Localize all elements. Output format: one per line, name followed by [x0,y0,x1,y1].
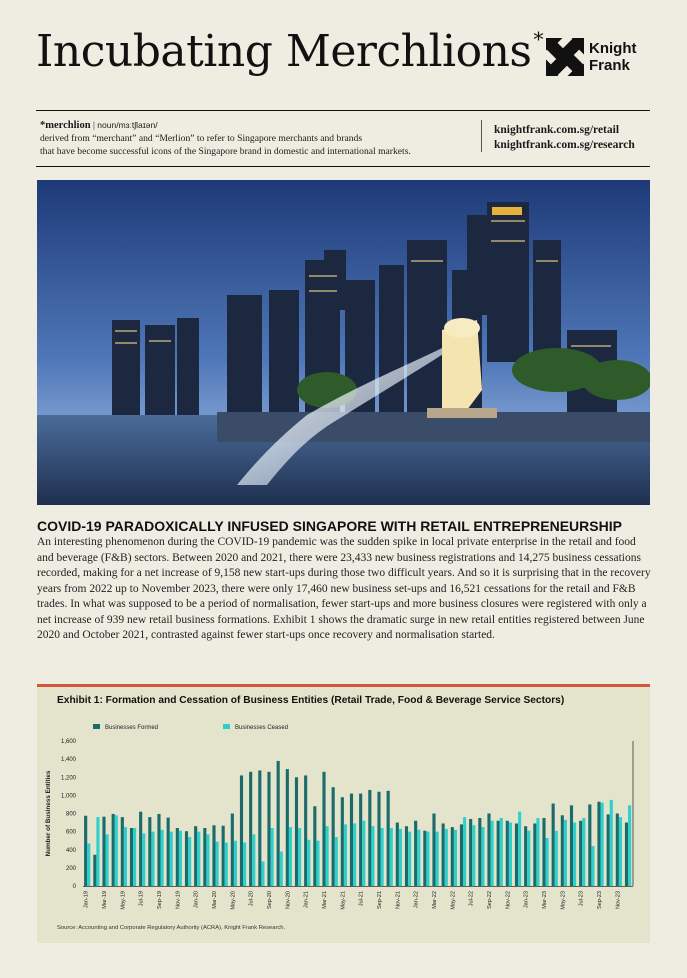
x-tick-label: Mar-22 [431,891,438,909]
y-tick-label: 1,600 [60,739,76,745]
bar-businesses-formed [579,821,582,886]
bar-businesses-formed [277,761,280,886]
bar-businesses-formed [377,792,380,886]
bar-businesses-ceased [362,821,365,886]
divider-vertical [481,120,482,152]
bar-businesses-ceased [133,828,136,886]
bar-businesses-formed [332,787,335,886]
bar-businesses-formed [350,794,353,886]
exhibit-panel [37,684,650,943]
bar-businesses-ceased [243,843,246,887]
bar-businesses-ceased [216,842,219,886]
bar-businesses-ceased [546,838,549,886]
links [494,123,635,153]
bar-businesses-formed [194,826,197,886]
y-tick-label: 1,200 [60,775,76,782]
bar-businesses-formed [258,770,261,886]
bar-businesses-ceased [252,834,255,886]
bar-businesses-ceased [179,831,182,886]
bar-businesses-ceased [536,818,539,886]
y-tick-label: 0 [72,884,76,890]
bar-businesses-ceased [307,840,310,886]
x-tick-label: Jul-21 [358,891,365,907]
bar-businesses-formed [176,828,179,886]
bar-businesses-formed [524,826,527,886]
bar-businesses-ceased [371,826,374,886]
bar-businesses-formed [102,817,105,886]
bar-businesses-formed [84,816,87,886]
x-tick-label: Sep-19 [156,891,163,910]
knight-frank-logo [546,38,636,76]
bar-businesses-ceased [326,826,329,886]
x-tick-label: Jan-19 [83,891,90,909]
bar-businesses-formed [368,790,371,886]
x-tick-label: Jan-21 [303,891,310,909]
bar-businesses-formed [203,828,206,886]
bar-chart [37,717,650,927]
top-divider [36,110,650,111]
bar-businesses-formed [139,812,142,886]
bar-businesses-formed [231,814,234,887]
bar-businesses-formed [497,821,500,886]
bar-businesses-ceased [564,820,567,886]
y-tick-label: 1,000 [60,793,76,800]
x-tick-label: Mar-21 [321,891,328,909]
x-tick-label: Sep-23 [596,891,603,910]
definition-text: that have become successful icons of the Singapore brand in domestic and international markets. [40,146,411,157]
x-tick-label: Sep-22 [486,891,493,910]
bar-businesses-formed [267,772,270,886]
page-title: Incubating Merchlions * [36,26,543,77]
bar-businesses-ceased [573,823,576,886]
knight-frank-logo-icon [546,38,584,76]
bar-businesses-formed [469,819,472,886]
x-tick-label: Nov-19 [175,891,182,910]
bar-businesses-formed [313,806,316,886]
x-tick-label: May-20 [230,891,237,910]
x-tick-label: Nov-20 [285,891,292,910]
bar-businesses-ceased [261,862,264,886]
bar-businesses-formed [625,823,628,886]
bar-businesses-ceased [527,831,530,886]
bar-businesses-ceased [170,832,173,886]
y-tick-label: 200 [65,865,76,872]
bar-businesses-ceased [234,841,237,886]
bar-businesses-formed [597,802,600,886]
x-tick-label: Jan-20 [193,891,200,909]
bar-businesses-ceased [436,832,439,886]
bar-businesses-ceased [417,830,420,886]
y-tick-label: 600 [65,829,76,836]
bar-businesses-formed [616,814,619,887]
link-retail[interactable]: knightfrank.com.sg/retail [494,124,620,136]
x-tick-label: Jan-22 [413,891,420,909]
definition-block: *merchlion | noun/mɜːtʃlaɪən/ derived from “merchant” and “Merlion” to refer to Singapore merchants and brands that have become successful icons of the Singapore brand in domestic and international markets. [40,120,411,157]
x-tick-label: Sep-21 [376,891,383,910]
bar-businesses-ceased [408,832,411,886]
bar-businesses-formed [607,814,610,886]
bar-businesses-formed [561,815,564,886]
x-tick-label: Nov-21 [395,891,402,910]
bar-businesses-ceased [481,827,484,886]
bar-businesses-ceased [601,803,604,886]
bar-businesses-ceased [96,817,99,886]
bar-businesses-formed [304,775,307,886]
bar-businesses-formed [148,817,151,886]
bar-businesses-ceased [500,818,503,886]
bar-businesses-formed [588,804,591,886]
x-tick-label: May-21 [340,891,347,910]
bar-businesses-ceased [610,800,613,886]
bar-businesses-formed [130,828,133,886]
bar-businesses-ceased [353,823,356,886]
bar-businesses-ceased [390,828,393,886]
x-tick-label: Nov-22 [505,891,512,910]
bar-businesses-ceased [124,827,127,886]
x-tick-label: Jul-22 [468,891,475,907]
bar-businesses-ceased [472,825,475,886]
bar-businesses-formed [185,831,188,886]
bar-businesses-ceased [280,852,283,886]
y-tick-label: 1,400 [60,757,76,764]
bar-businesses-formed [423,831,426,886]
bar-businesses-formed [359,794,362,886]
definition-word: *merchlion [40,120,91,131]
bar-businesses-formed [542,818,545,886]
bar-businesses-ceased [188,837,191,886]
bar-businesses-formed [442,823,445,886]
legend-label: Businesses Formed [105,725,159,731]
bar-businesses-ceased [509,823,512,886]
bar-businesses-ceased [106,834,109,886]
bar-businesses-formed [460,824,463,886]
bar-businesses-ceased [591,846,594,886]
x-tick-label: Nov-23 [615,891,622,910]
bar-businesses-formed [222,826,225,886]
bar-businesses-formed [396,823,399,886]
bar-businesses-ceased [463,817,466,886]
bar-businesses-formed [240,775,243,886]
bar-businesses-formed [414,821,417,886]
bar-businesses-ceased [316,841,319,886]
article-heading: COVID-19 PARADOXICALLY INFUSED SINGAPORE WITH RETAIL ENTREPRENEURSHIP [37,518,622,534]
x-tick-label: Jul-19 [138,891,145,907]
bar-businesses-formed [515,823,518,886]
y-axis-label: Number of Business Entities [45,770,52,857]
bar-businesses-formed [112,814,115,886]
bar-businesses-ceased [518,812,521,886]
bar-businesses-formed [506,821,509,886]
bar-businesses-formed [322,772,325,886]
bar-businesses-ceased [399,829,402,886]
bar-businesses-ceased [271,828,274,886]
bar-businesses-formed [121,817,124,886]
bar-businesses-formed [478,818,481,886]
x-tick-label: May-23 [560,891,567,910]
bar-businesses-formed [249,772,252,886]
bar-businesses-ceased [298,828,301,886]
bar-businesses-ceased [87,843,90,886]
bar-businesses-formed [552,804,555,886]
definition-text: derived from “merchant” and “Merlion” to refer to Singapore merchants and brands [40,133,363,144]
x-tick-label: Jul-20 [248,891,255,907]
bar-businesses-ceased [225,843,228,887]
y-tick-label: 800 [65,811,76,818]
bar-businesses-formed [212,825,215,886]
exhibit-source: Source: Accounting and Corporate Regulatory Authority (ACRA), Knight Frank Research. [57,925,286,931]
bar-businesses-formed [487,814,490,887]
bar-businesses-formed [167,818,170,886]
bar-businesses-ceased [115,815,118,886]
bar-businesses-formed [570,805,573,886]
x-tick-label: Mar-23 [541,891,548,909]
legend-swatch [93,724,100,729]
bar-businesses-formed [387,791,390,886]
bar-businesses-ceased [142,833,145,886]
bar-businesses-formed [295,777,298,886]
bar-businesses-ceased [335,837,338,886]
y-tick-label: 400 [65,847,76,854]
link-research[interactable]: knightfrank.com.sg/research [494,139,635,151]
x-tick-label: Mar-19 [101,891,108,909]
x-tick-label: May-22 [450,891,457,910]
bar-businesses-ceased [445,829,448,886]
bar-businesses-ceased [491,821,494,886]
pronunciation: noun/mɜːtʃlaɪən/ [97,120,158,130]
legend-label: Businesses Ceased [235,725,289,731]
section-divider [36,166,650,167]
bar-businesses-ceased [161,830,164,886]
bar-businesses-ceased [582,818,585,886]
bar-businesses-ceased [454,830,457,886]
bar-businesses-ceased [628,805,631,886]
article-body: An interesting phenomenon during the COVID-19 pandemic was the sudden spike in local private enterprise in the retail and food and beverage (F&B) sectors. Between 2020 and 2021, there were 23,433 new business registrations and 14,275 business cessations recorded, making for a net increase of 9,158 new start-ups during those two difficult years. And so it is surprising that in the recovery years from 2022 up to November 2023, there were only 17,460 new business set-ups and 16,521 cessations for the retail and F&B trades. In what was supposed to be a period of normalisation, fewer start-ups and more business closures were registered with only a net increase of 939 new retail business formations. Exhibit 1 shows the dramatic surge in new retail entities registered between June 2020 and October 2021, contrasted against fewer start-ups once recovery and normalisation started. [37,536,651,641]
bar-businesses-formed [157,814,160,886]
legend-swatch [223,724,230,729]
bar-businesses-ceased [289,827,292,886]
bar-businesses-formed [533,823,536,886]
singapore-skyline-photo [37,180,650,505]
bar-businesses-formed [432,814,435,887]
bar-businesses-ceased [206,834,209,886]
bar-businesses-formed [451,827,454,886]
bar-businesses-ceased [619,817,622,886]
brand-name: Knight Frank [589,40,637,74]
x-tick-label: May-19 [120,891,127,910]
bar-businesses-ceased [426,832,429,886]
bar-businesses-ceased [381,828,384,886]
x-tick-label: Jul-23 [578,891,585,907]
bar-businesses-ceased [151,832,154,886]
bar-businesses-ceased [555,831,558,886]
bar-businesses-formed [93,855,96,886]
bar-businesses-ceased [197,832,200,886]
x-tick-label: Jan-23 [523,891,530,909]
bar-businesses-ceased [344,824,347,886]
bar-businesses-formed [341,797,344,886]
x-tick-label: Sep-20 [266,891,273,910]
exhibit-title: Exhibit 1: Formation and Cessation of Business Entities (Retail Trade, Food & Beverage Service Sectors) [57,695,565,706]
bar-businesses-formed [405,826,408,886]
x-tick-label: Mar-20 [211,891,218,909]
bar-businesses-formed [286,769,289,886]
